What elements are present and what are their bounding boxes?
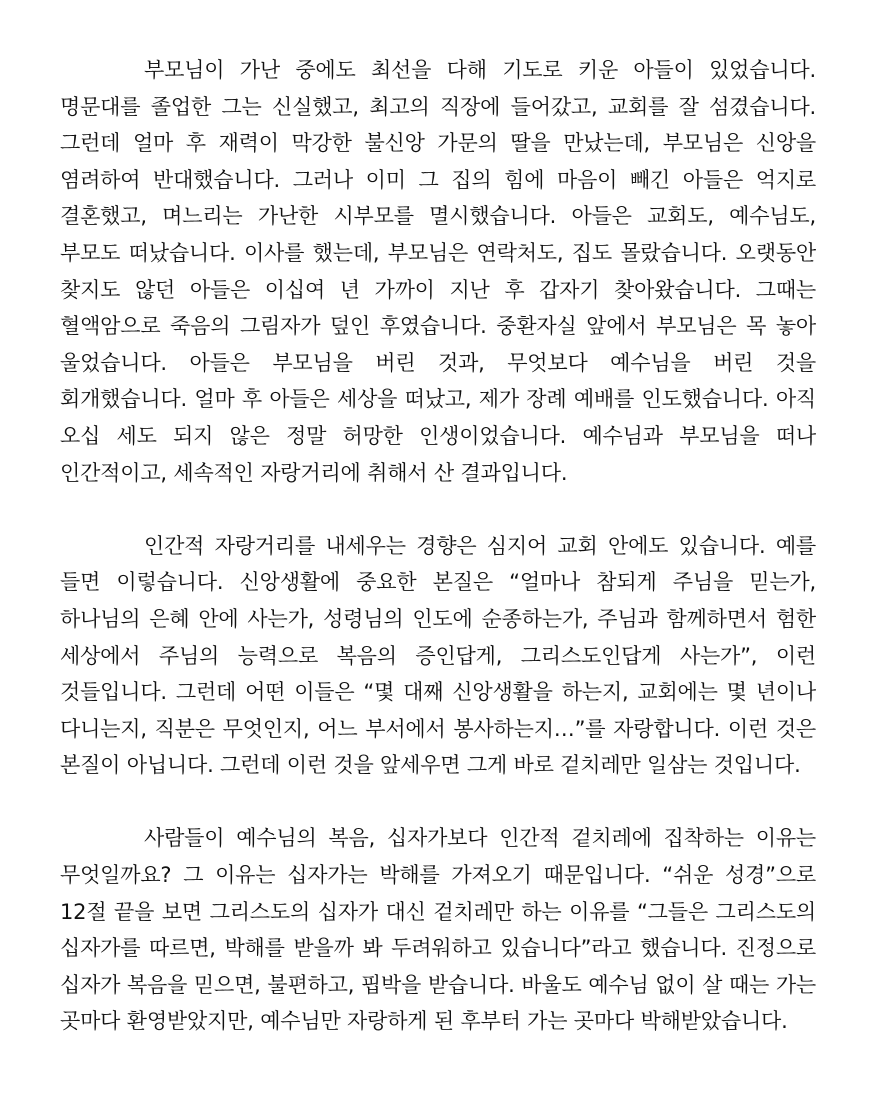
document-page <box>60 52 816 1040</box>
paragraph-1: 부모님이 가난 중에도 최선을 다해 기도로 키운 아들이 있었습니다. 명문대를 졸업한 그는 신실했고, 최고의 직장에 들어갔고, 교회를 잘 섬겼습니다. 그런데 얼마 후 재력이 막강한 불신앙 가문의 딸을 만났는데, 부모님은 신앙을 염려하여 반대했습니다. 그러나 이미 그 집의 힘에 마음이 빼긴 아들은 억지로 결혼했고, 며느리는 가난한 시부모를 멸시했습니다. 아들은 교회도, 예수님도, 부모도 떠났습니다. 이사를 했는데, 부모님은 연락처도, 집도 몰랐습니다. 오랫동안 찾지도 않던 아들은 이십여 년 가까이 지난 후 갑자기 찾아왔습니다. 그때는 혈액암으로 죽음의 그림자가 덮인 후였습니다. 중환자실 앞에서 부모님은 목 놓아 울었습니다. 아들은 부모님을 버린 것과, 무엇보다 예수님을 버린 것을 회개했습니다. 얼마 후 아들은 세상을 떠났고, 제가 장례 예배를 인도했습니다. 아직 오십 세도 되지 않은 정말 허망한 인생이었습니다. 예수님과 부모님을 떠나 인간적이고, 세속적인 자랑거리에 취해서 산 결과입니다. <box>60 58 816 485</box>
paragraph-3: 사람들이 예수님의 복음, 십자가보다 인간적 겉치레에 집착하는 이유는 무엇일까요? 그 이유는 십자가는 박해를 가져오기 때문입니다. “쉬운 성경”으로 12절 끝을 보면 그리스도의 십자가 대신 겉치레만 하는 이유를 “그들은 그리스도의 십자가를 따르면, 박해를 받을까 봐 두려워하고 있습니다”라고 했습니다. 진정으로 십자가 복음을 믿으면, 불편하고, 핍박을 받습니다. 바울도 예수님 없이 살 때는 가는 곳마다 환영받았지만, 예수님만 자랑하게 된 후부터 가는 곳마다 박해받았습니다. <box>60 826 816 1034</box>
paragraph-2: 인간적 자랑거리를 내세우는 경향은 심지어 교회 안에도 있습니다. 예를 들면 이렇습니다. 신앙생활에 중요한 본질은 “얼마나 참되게 주님을 믿는가, 하나님의 은혜 안에 사는가, 성령님의 인도에 순종하는가, 주님과 함께하면서 험한 세상에서 주님의 능력으로 복음의 증인답게, 그리스도인답게 사는가”, 이런 것들입니다. 그런데 어떤 이들은 “몇 대째 신앙생활을 하는지, 교회에는 몇 년이나 다니는지, 직분은 무엇인지, 어느 부서에서 봉사하는지…”를 자랑합니다. 이런 것은 본질이 아닙니다. 그런데 이런 것을 앞세우면 그게 바로 겉치레만 일삼는 것입니다. <box>60 533 816 778</box>
